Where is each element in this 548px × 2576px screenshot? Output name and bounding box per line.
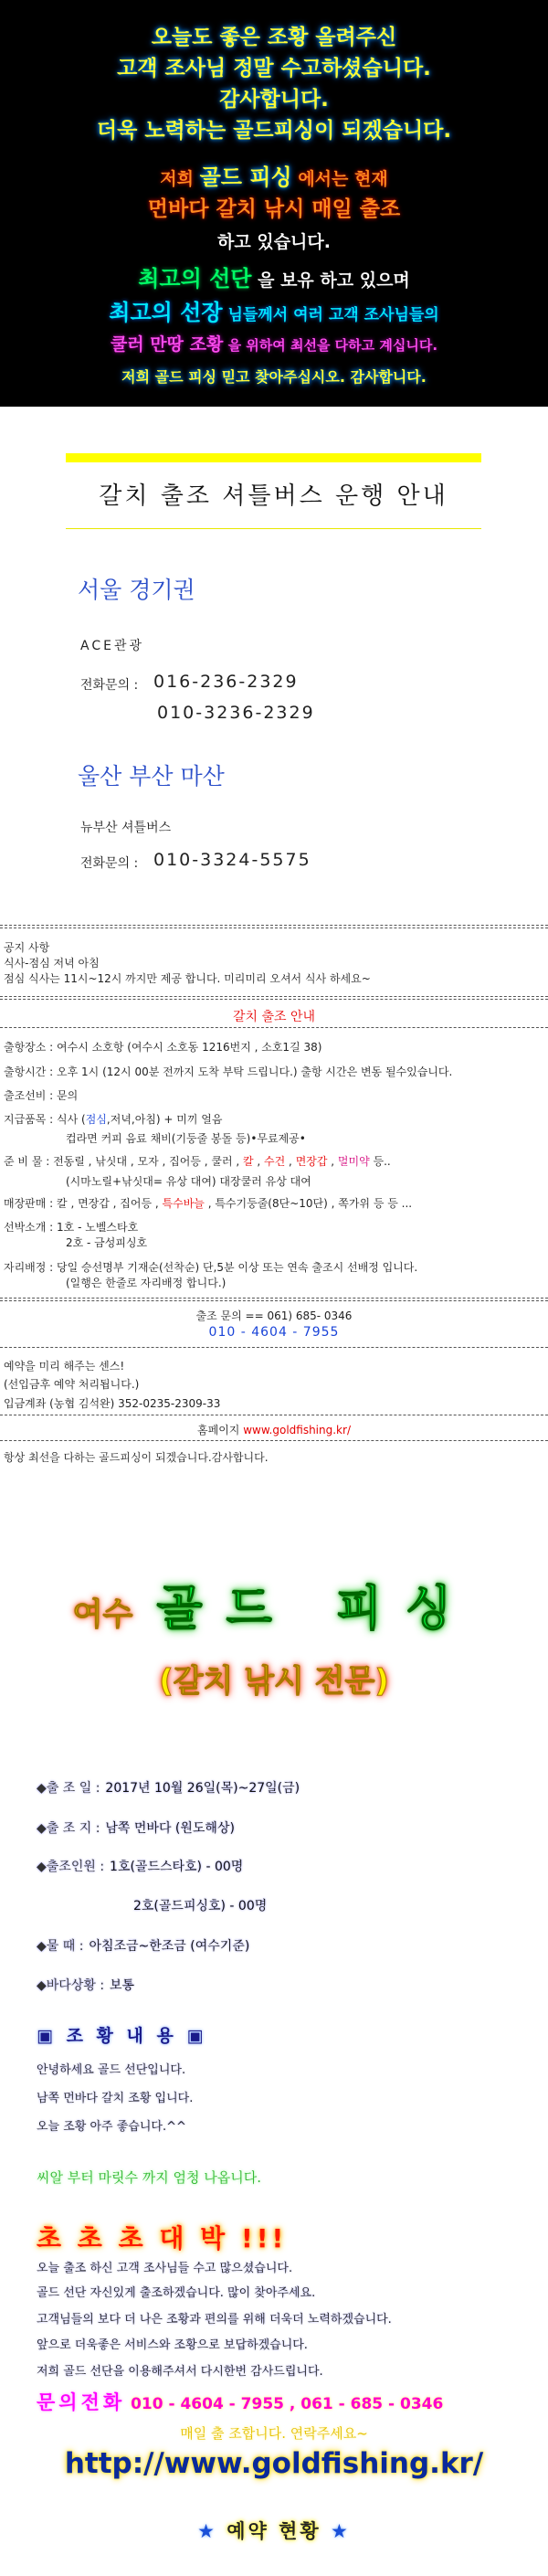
title-underline [66, 528, 481, 529]
banner-line-9-b: 님들께서 여러 고객 조사님들의 [222, 306, 439, 324]
banner-line-10-b: 을 위하여 최선을 다하고 계십니다. [223, 337, 438, 354]
info-sea-value: 보통 [110, 1978, 135, 1993]
website-url[interactable]: http://www.goldfishing.kr/ [64, 2447, 484, 2480]
notice-title: 공지 사항 [4, 941, 50, 954]
bank-account: 입금계좌 (농협 김석완) 352-0235-2309-33 [4, 1397, 221, 1410]
info-tide [37, 1936, 249, 1955]
daily-trip-line: 매일 출 조합니다. 연락주세요~ [180, 2425, 368, 2442]
homepage-link[interactable]: www.goldfishing.kr/ [243, 1424, 351, 1436]
guide-time: 출항시간 : 오후 1시 (12시 00분 전까지 도착 부탁 드립니다.) 출항 시간은 변동 될수있습니다. [4, 1065, 453, 1078]
banner-line-6: 먼바다 갈치 낚시 매일 출조 [147, 197, 401, 221]
banner-line-1: 오늘도 좋은 조황 올려주신 [151, 26, 397, 49]
reservation-status[interactable] [0, 2517, 548, 2544]
divider [0, 1440, 548, 1441]
supplies-lunch: 점심 [85, 1113, 107, 1126]
bring-sep: , [253, 1155, 265, 1168]
bring-a: 준 비 물 : 전동릴 , 낚싯대 , 모자 , 집어등 , 쿨러 , [4, 1155, 243, 1168]
star-icon: ★ [197, 2520, 217, 2542]
info-tide-value: 아침조금~한조금 (여수기준) [89, 1939, 250, 1954]
supplies-a: 지급품목 : 식사 ( [4, 1113, 86, 1126]
banner-line-8 [0, 260, 548, 292]
jackpot-line-5: 저희 골드 선단을 이용해주셔서 다시한번 감사드립니다. [37, 2365, 323, 2379]
guide-title: 갈치 출조 안내 [232, 1010, 316, 1024]
catch-line-1: 안녕하세요 골드 선단입니다. [37, 2063, 186, 2077]
banner-line-11: 저희 골드 피싱 믿고 찾아주십시오. 감사합니다. [121, 368, 427, 386]
star-icon: ★ [331, 2520, 351, 2542]
supplies-c: ,저녁,아침) + 미끼 얼음 [106, 1113, 223, 1126]
ulsan-company: 뉴부산 셔틀버스 [80, 821, 172, 835]
jackpot-line-2: 골드 선단 자신있게 출조하겠습니다. 많이 찾아주세요. [37, 2286, 316, 2300]
jackpot-line-4: 앞으로 더욱좋은 서비스와 조황으로 보답하겠습니다. [37, 2338, 308, 2352]
catch-line-2: 남쪽 먼바다 갈치 조황 입니다. [37, 2092, 194, 2105]
jackpot-headline: 초 초 초 대 박 !!! [37, 2223, 288, 2253]
info-place-value: 남쪽 먼바다 (원도해상) [105, 1821, 235, 1836]
title-highlight-bar [66, 453, 481, 462]
info-people-value: 1호(골드스타호) - 00명 [110, 1860, 244, 1874]
banner-line-9-a: 최고의 선장 [109, 300, 223, 325]
bring-medicine: 멀미약 [337, 1155, 370, 1168]
guide-boat-2: 2호 - 금성피싱호 [66, 1236, 148, 1249]
info-date-label: ◆출 조 일 : [37, 1781, 100, 1796]
contact-phone-line [37, 2388, 443, 2415]
catch-report-title: ▣ 조 황 내 용 ▣ [37, 2026, 207, 2046]
gold-subtitle: (갈치 낚시 전문) [159, 1663, 389, 1700]
guide-fee: 출조선비 : 문의 [4, 1089, 79, 1102]
seoul-phone-1[interactable]: 016-236-2329 [153, 672, 299, 692]
bring-sep: , [285, 1155, 296, 1168]
divider [0, 1347, 548, 1348]
seoul-phone-label: 전화문의 : [80, 678, 139, 693]
banner-line-5-c: 에서는 현재 [291, 169, 388, 189]
reservation-status-label: 예약 현황 [227, 2520, 321, 2542]
homepage-line [0, 1422, 548, 1437]
banner-line-5 [0, 159, 548, 191]
divider [0, 1298, 548, 1301]
contact-phone-label: 문의전화 [37, 2391, 126, 2413]
info-sea [37, 1976, 134, 1994]
bring-gloves: 면장갑 [295, 1155, 328, 1168]
banner-line-8-a: 최고의 선단 [138, 266, 252, 292]
reserve-note: 예약을 미리 해주는 센스! [4, 1360, 125, 1373]
guide-shop [4, 1195, 412, 1211]
banner-line-2: 고객 조사님 정말 수고하셨습니다. [117, 57, 431, 80]
jackpot-line-1: 오늘 출조 하신 고객 조사님들 수고 많으셨습니다. [37, 2262, 293, 2275]
guide-bring [4, 1153, 391, 1169]
info-place [37, 1818, 235, 1837]
banner-line-5-a: 저희 [160, 169, 200, 189]
guide-seat-note: (일행은 한줄로 자리배정 합니다.) [66, 1277, 227, 1289]
divider [0, 1027, 548, 1028]
seoul-phone-2[interactable]: 010-3236-2329 [157, 703, 315, 723]
notice-meals: 식사-점심 저녁 아침 [4, 957, 100, 970]
region-ulsan-title: 울산 부산 마산 [78, 763, 225, 790]
shop-hook: 특수바늘 [162, 1197, 205, 1210]
banner-line-4: 더욱 노력하는 골드피싱이 되겠습니다. [96, 119, 452, 143]
banner-line-10 [0, 331, 548, 355]
gold-title-city: 여수 [72, 1596, 133, 1633]
contact-line: 출조 문의 == 061) 685- 0346 [195, 1309, 353, 1322]
shuttle-title: 갈치 출조 셔틀버스 운행 안내 [99, 482, 448, 510]
banner-line-3: 감사합니다. [219, 88, 329, 111]
guide-boat-1: 선박소개 : 1호 - 노벨스타호 [4, 1221, 139, 1234]
closing-note: 항상 최선을 다하는 골드피싱이 되겠습니다.감사합니다. [4, 1451, 269, 1464]
guide-seat: 자리배정 : 당일 승선명부 기재순(선착순) 단,5분 이상 또는 연속 출조시 선배정 입니다. [4, 1261, 418, 1274]
shop-c: , 특수기둥줄(8단~10단) , 쪽가위 등 등 ... [204, 1197, 413, 1210]
intro-banner [0, 0, 548, 407]
notice-lunch: 점심 식사는 11시~12시 까지만 제공 합니다. 미리미리 오셔서 식사 하세요~ [4, 972, 371, 985]
banner-line-7: 하고 있습니다. [217, 232, 331, 252]
catch-line-3: 오늘 조황 아주 좋습니다.^^ [37, 2120, 186, 2134]
bring-knife: 칼 [243, 1155, 254, 1168]
size-quantity-line: 씨알 부터 마릿수 까지 엄청 나옵니다. [37, 2169, 261, 2186]
info-people [37, 1857, 243, 1875]
homepage-label: 홈페이지 [197, 1424, 244, 1436]
reserve-prepay: (선입금후 예약 처리됩니다.) [4, 1378, 140, 1391]
guide-port: 출항장소 : 여수시 소호항 (여수시 소호동 1216번지 , 소호1길 38) [4, 1041, 322, 1054]
banner-line-10-a: 쿨러 만땅 조황 [110, 334, 224, 355]
info-date [37, 1778, 300, 1797]
gold-title-brand: 골드 피싱 [156, 1582, 476, 1637]
guide-supplies [4, 1111, 222, 1127]
shop-a: 매장판매 : 칼 , 면장갑 , 집어등 , [4, 1197, 163, 1210]
info-people-2-value: 2호(골드피싱호) - 00명 [133, 1899, 268, 1913]
info-people-label: ◆출조인원 : [37, 1860, 105, 1874]
bring-towel: 수건 [264, 1155, 286, 1168]
divider [0, 996, 548, 1000]
info-place-label: ◆출 조 지 : [37, 1821, 100, 1836]
contact-phone-numbers[interactable]: 010 - 4604 - 7955 , 061 - 685 - 0346 [125, 2395, 444, 2413]
info-people-2 [133, 1896, 267, 1914]
guide-supplies-free: 컵라면 커피 음료 채비(기둥줄 봉돌 등)•무료제공• [66, 1132, 306, 1145]
banner-line-8-b: 을 보유 하고 있으며 [251, 270, 410, 291]
contact-mobile[interactable]: 010 - 4604 - 7955 [208, 1325, 340, 1340]
info-sea-label: ◆바다상황 : [37, 1978, 105, 1993]
banner-brand: 골드 피싱 [199, 164, 292, 190]
seoul-company: ACE관광 [80, 639, 145, 653]
jackpot-line-3: 고객님들의 보다 더 나은 조황과 편의를 위해 더욱더 노력하겠습니다. [37, 2313, 392, 2327]
info-tide-label: ◆물 때 : [37, 1939, 84, 1954]
ulsan-phone-label: 전화문의 : [80, 856, 139, 871]
bring-sep: , [327, 1155, 338, 1168]
bring-etc: 등.. [369, 1155, 391, 1168]
divider [0, 925, 548, 928]
ulsan-phone[interactable]: 010-3324-5575 [153, 850, 311, 870]
region-seoul-title: 서울 경기권 [78, 577, 195, 603]
banner-line-9 [0, 294, 548, 326]
gold-title [0, 1570, 548, 1638]
info-date-value: 2017년 10월 26일(목)~27일(금) [105, 1781, 300, 1796]
guide-rental: (시마노릴+낚싯대= 유상 대여) 대장쿨러 유상 대여 [66, 1175, 311, 1188]
